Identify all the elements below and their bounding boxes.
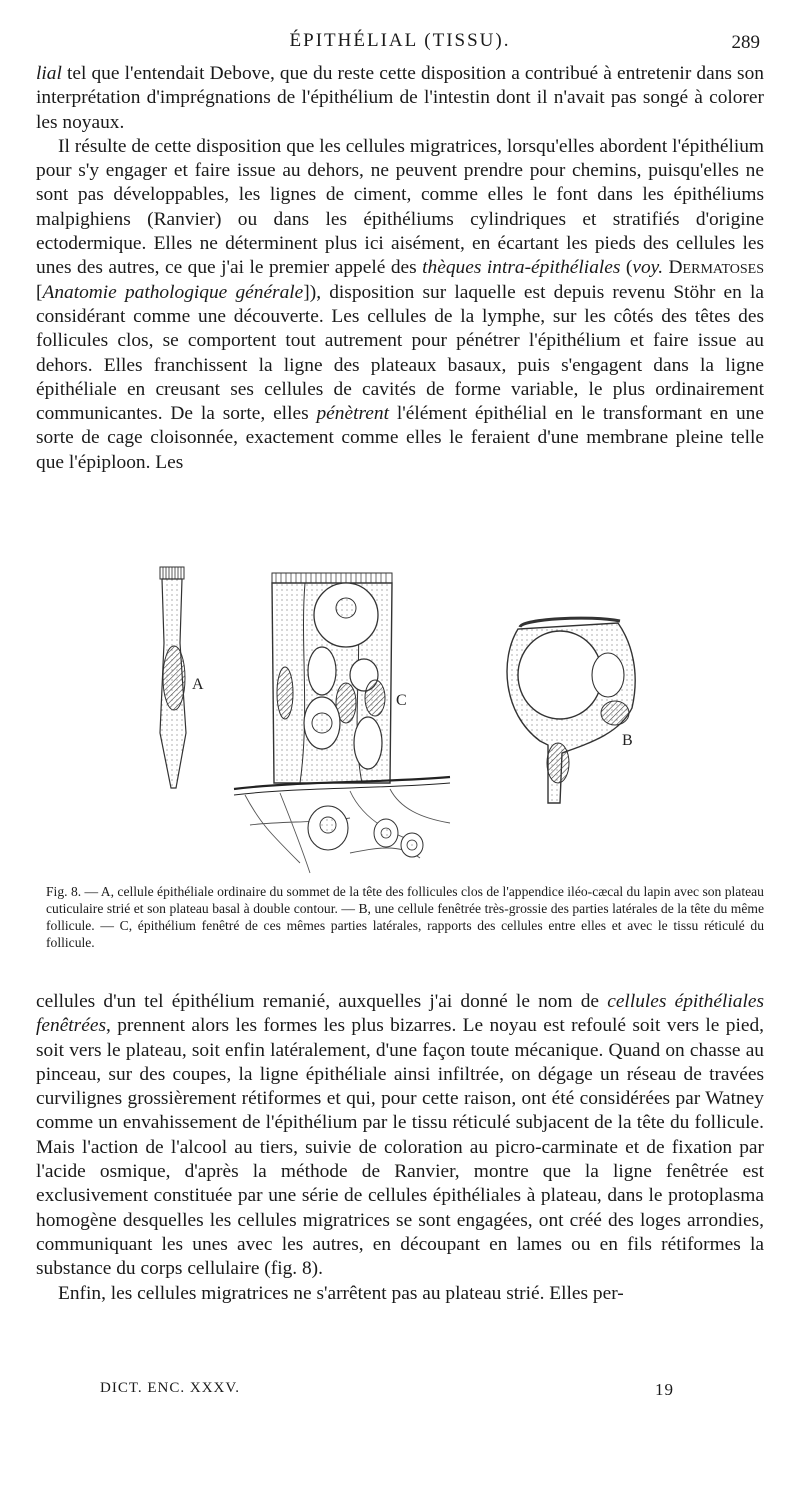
figure-8 — [150, 563, 670, 875]
cell-a-drawing — [160, 567, 204, 788]
text-run: [ — [36, 281, 43, 303]
running-head — [36, 30, 764, 58]
text-run: Enfin, les cellules migratrices ne s'arrêtent pas au plateau strié. Elles per- — [58, 1282, 624, 1304]
cell-c-drawing — [234, 573, 450, 873]
figure-label-b: B — [622, 732, 633, 749]
text-run: , prennent alors les formes les plus bizarres. Le noyau est refoulé soit vers le pied, soit vers le plateau, soit enfin latéralement, d'une façon toute mécanique. Quand on chasse au pinceau, sur des coupes, la ligne épithéliale ainsi infiltrée, on dégage un réseau de travées curvilignes grossièrement rétiformes et qui, pour cette raison, ont été considérées par Watney comme un envahissement de l'épithélium par le tissu réticulé subjacent de la tête du follicule. Mais l'action de l'alcool au tiers, suivie de coloration au picro-carminate et de fixation par l'acide osmique, d'après la méthode de Ranvier, montre que la ligne fenêtrée est exclusivement constituée par une série de cellules épithéliales à plateau, dans le protoplasma homogène desquelles les cellules migratrices se sont engagées, ont créé des loges arrondies, communiquant les unes avec les autres, en découpant en lames ou en fils rétiformes la substance du corps cellulaire (fig. 8). — [36, 1015, 764, 1280]
text-run: tel que l'entendait Debove, que du reste cette disposition a contribué à entretenir dans son interprétation d'imprégnations de l'épithélium de l'intestin dont il n'avait pas songé à colorer les noyaux. — [36, 63, 764, 133]
paragraph-4 — [36, 1282, 764, 1306]
italic-term: voy. — [632, 257, 664, 279]
paragraph-2 — [36, 135, 764, 475]
text-run: l'élément épithélial en le transformant en une sorte de cage cloisonnée, exactement comme elles le feraient d'une membrane pleine telle que l'épiploon. Les — [36, 403, 764, 473]
paragraph-3 — [36, 990, 764, 1282]
small-caps-term: Dermatoses — [668, 257, 764, 279]
figure-label-a: A — [192, 676, 204, 693]
footer-sheet-number: 19 — [655, 1380, 674, 1399]
figure-label-c: C — [396, 692, 407, 709]
bottom-text-block — [36, 990, 764, 1306]
figure-illustration — [150, 563, 670, 875]
text-run: ( — [620, 257, 633, 279]
footer-signature: DICT. ENC. XXXV. — [100, 1380, 241, 1396]
figure-caption — [46, 883, 764, 951]
text-run: ]), disposition sur laquelle est depuis revenu Stöhr en la considérant comme une découverte. Les cellules de la lymphe, sur les côtés des têtes des follicules clos, se comportent tout autrement pour pénétrer l'épithélium et faire issue au dehors. Elles franchissent la ligne des plateaux basaux, puis s'engagent dans la ligne épithéliale en creusant ses cellules de cavités de forme variable, le plus ordinairement communicantes. De la sorte, elles — [36, 281, 764, 425]
page-footer — [100, 1380, 700, 1404]
caption-text: — A, cellule épithéliale ordinaire du sommet de la tête des follicules clos de l'appendice iléo-cæcal du lapin avec son plateau cuticulaire strié et son plateau basal à double contour. — B, une cellule fenêtrée très-grossie des parties latérales de la tête du même follicule. — C, épithélium fenêtré de ces mêmes parties latérales, rapports des cellules entre elles et avec le tissu réticulé du follicule. — [46, 884, 764, 950]
caption-label: Fig. 8. — [46, 884, 82, 899]
italic-term: cellules épithéliales fenêtrées — [36, 991, 764, 1037]
paragraph-1 — [36, 62, 764, 135]
text-run: cellules d'un tel épithélium remanié, auxquelles j'ai donné le nom de — [36, 991, 608, 1012]
text-run: Il résulte de cette disposition que les cellules migratrices, lorsqu'elles abordent l'épithélium pour s'y engager et faire issue au dehors, ne peuvent prendre pour chemins, puisqu'elles ne sont pas développables, les lignes de ciment, comme elles le font dans les épithéliums malpighiens (Ranvier) ou dans les épithéliums cylindriques et stratifiés d'origine ectodermique. Elles ne déterminent plus ici aisément, en écartant les pieds des cellules les unes des autres, ce que j'ai le premier appelé des — [36, 135, 764, 279]
top-text-block — [36, 62, 764, 475]
italic-word: lial — [36, 63, 62, 84]
page-title: ÉPITHÉLIAL (TISSU). — [289, 30, 511, 51]
italic-term: pénètrent — [316, 403, 389, 425]
cell-b-drawing — [507, 618, 635, 803]
italic-term: Anatomie pathologique générale — [42, 281, 304, 303]
page-number: 289 — [731, 32, 760, 53]
italic-term: thèques intra-épithéliales — [422, 257, 621, 279]
